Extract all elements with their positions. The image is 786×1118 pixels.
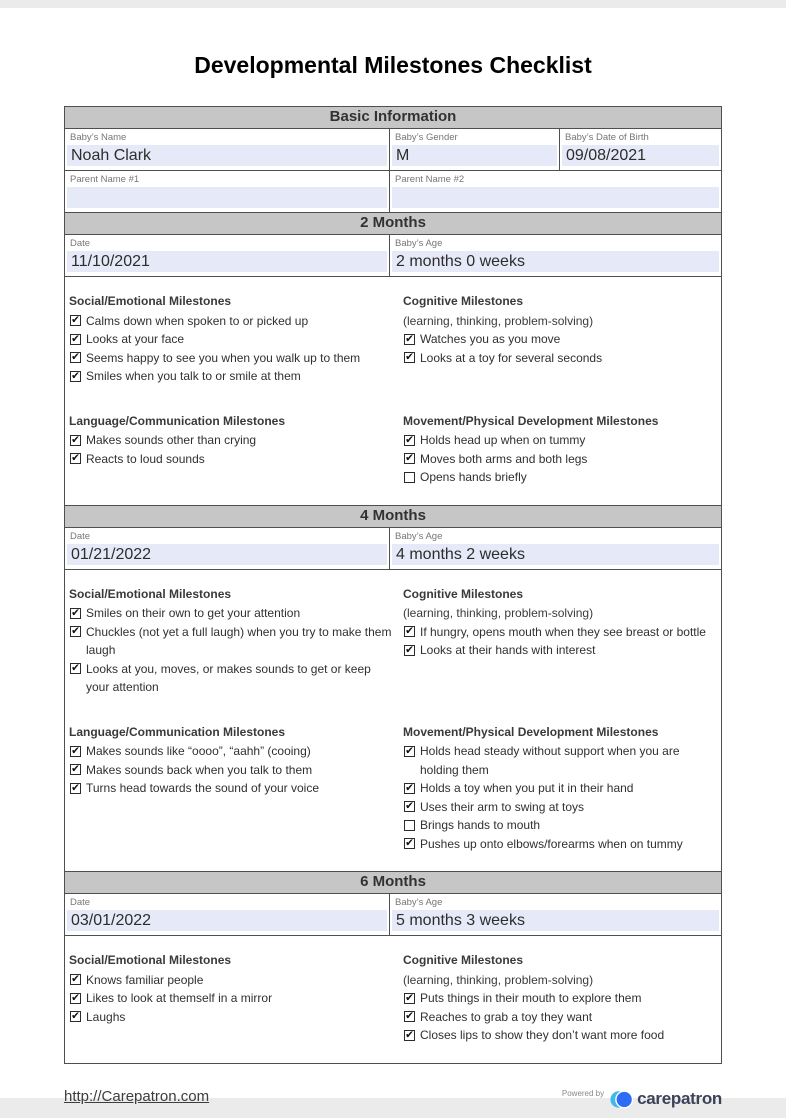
checkbox-checked-icon[interactable]: ✔ bbox=[71, 991, 80, 1004]
date-cell bbox=[65, 528, 390, 569]
baby-dob-input[interactable]: 09/08/2021 bbox=[562, 145, 719, 166]
milestone-label: Makes sounds back when you talk to them bbox=[86, 762, 313, 777]
milestone-label: If hungry, opens mouth when they see breast or bottle bbox=[420, 624, 706, 639]
milestone-group bbox=[401, 951, 717, 1045]
milestone-label: Chuckles (not yet a full laugh) when you try to make them laugh bbox=[86, 624, 392, 657]
checkbox-checked-icon[interactable]: ✔ bbox=[405, 643, 414, 656]
milestone-item bbox=[403, 742, 713, 779]
milestone-label: Calms down when spoken to or picked up bbox=[86, 313, 309, 328]
carepatron-logo-icon bbox=[610, 1088, 633, 1111]
checkbox-checked-icon[interactable]: ✔ bbox=[405, 1010, 414, 1022]
milestone-item bbox=[403, 989, 713, 1008]
milestone-item bbox=[69, 367, 397, 386]
carepatron-link[interactable]: http://Carepatron.com bbox=[64, 1087, 210, 1105]
parent1-label: Parent Name #1 bbox=[70, 174, 140, 185]
baby-age-cell bbox=[390, 528, 721, 569]
checkbox-checked-icon[interactable]: ✔ bbox=[405, 625, 414, 637]
checkbox-checked-icon[interactable]: ✔ bbox=[71, 369, 80, 382]
milestone-group bbox=[67, 292, 401, 386]
parent1-cell bbox=[65, 171, 390, 212]
basic-info-row-1 bbox=[65, 129, 721, 171]
checkbox-checked-icon[interactable]: ✔ bbox=[71, 973, 80, 985]
date-label: Date bbox=[70, 897, 91, 908]
date-input[interactable]: 11/10/2021 bbox=[67, 251, 387, 272]
milestone-group bbox=[67, 412, 401, 487]
group-subtitle: (learning, thinking, problem-solving) bbox=[403, 313, 594, 328]
milestones-grid-6-months bbox=[65, 936, 721, 1063]
milestone-item bbox=[69, 660, 397, 697]
milestone-label: Smiles when you talk to or smile at them bbox=[86, 369, 301, 383]
baby-age-label: Baby’s Age bbox=[395, 238, 443, 249]
milestone-item bbox=[69, 349, 397, 368]
milestone-label: Makes sounds like “oooo”, “aahh” (cooing) bbox=[86, 744, 311, 758]
milestone-label: Moves both arms and both legs bbox=[420, 451, 588, 466]
milestone-label: Pushes up onto elbows/forearms when on tummy bbox=[420, 836, 683, 851]
milestone-group bbox=[401, 723, 717, 854]
milestone-label: Turns head towards the sound of your voice bbox=[86, 781, 320, 795]
milestone-label: Opens hands briefly bbox=[420, 470, 527, 484]
checkbox-checked-icon[interactable]: ✔ bbox=[71, 332, 80, 345]
milestone-item bbox=[69, 330, 397, 349]
group-subtitle: (learning, thinking, problem-solving) bbox=[403, 606, 594, 620]
checkbox-checked-icon[interactable]: ✔ bbox=[71, 452, 80, 464]
group-title: Social/Emotional Milestones bbox=[69, 586, 232, 601]
milestone-item bbox=[69, 742, 397, 761]
checkbox-checked-icon[interactable]: ✔ bbox=[71, 625, 80, 637]
milestone-label: Reaches to grab a toy they want bbox=[420, 1009, 593, 1024]
group-title: Movement/Physical Development Milestones bbox=[403, 724, 659, 739]
milestone-item bbox=[403, 835, 713, 854]
group-title: Cognitive Milestones bbox=[403, 953, 524, 967]
group-subtitle: (learning, thinking, problem-solving) bbox=[403, 972, 594, 987]
milestone-group bbox=[67, 723, 401, 854]
date-cell bbox=[65, 235, 390, 276]
checkbox-checked-icon[interactable]: ✔ bbox=[405, 744, 414, 757]
milestones-grid-4-months bbox=[65, 570, 721, 873]
milestone-item bbox=[69, 604, 397, 623]
milestone-group bbox=[401, 292, 717, 386]
milestone-label: Looks at their hands with interest bbox=[420, 643, 596, 657]
milestone-item bbox=[403, 1008, 713, 1027]
milestones-form bbox=[64, 106, 722, 1064]
milestone-label: Uses their arm to swing at toys bbox=[420, 799, 585, 814]
checkbox-checked-icon[interactable]: ✔ bbox=[71, 433, 80, 446]
milestone-label: Closes lips to show they don’t want more food bbox=[420, 1028, 665, 1042]
baby-gender-cell bbox=[390, 129, 560, 170]
parent1-input[interactable] bbox=[67, 187, 387, 208]
milestone-label: Looks at you, moves, or makes sounds to get or keep your attention bbox=[86, 661, 371, 694]
milestone-item bbox=[403, 779, 713, 798]
group-title: Language/Communication Milestones bbox=[69, 413, 286, 428]
milestone-item bbox=[69, 761, 397, 780]
baby-age-input[interactable]: 5 months 3 weeks bbox=[392, 910, 719, 931]
checkbox-checked-icon[interactable]: ✔ bbox=[71, 351, 80, 363]
milestone-label: Holds a toy when you put it in their hand bbox=[420, 781, 634, 795]
parent2-input[interactable] bbox=[392, 187, 719, 208]
checkbox-checked-icon[interactable]: ✔ bbox=[405, 837, 414, 849]
milestone-label: Laughs bbox=[86, 1009, 126, 1024]
checkbox-checked-icon[interactable]: ✔ bbox=[405, 800, 414, 812]
milestone-item bbox=[69, 989, 397, 1008]
date-input[interactable]: 01/21/2022 bbox=[67, 544, 387, 565]
checkbox-checked-icon[interactable]: ✔ bbox=[405, 351, 414, 363]
baby-age-label: Baby’s Age bbox=[395, 530, 443, 542]
checkbox-checked-icon[interactable]: ✔ bbox=[71, 606, 80, 619]
section-header-6-months: 6 Months bbox=[65, 872, 721, 894]
baby-name-cell bbox=[65, 129, 390, 170]
date-row-4-months bbox=[65, 528, 721, 570]
milestone-label: Knows familiar people bbox=[86, 972, 204, 987]
checkbox-checked-icon[interactable]: ✔ bbox=[405, 332, 414, 345]
group-title: Movement/Physical Development Milestones bbox=[403, 413, 659, 428]
baby-age-cell bbox=[390, 894, 721, 935]
section-header-2-months: 2 Months bbox=[65, 213, 721, 235]
milestone-item bbox=[69, 450, 397, 469]
milestone-label: Likes to look at themself in a mirror bbox=[86, 991, 273, 1005]
group-title: Language/Communication Milestones bbox=[69, 724, 286, 739]
milestone-item bbox=[403, 468, 713, 487]
parent2-cell bbox=[390, 171, 721, 212]
checkbox-unchecked-icon[interactable] bbox=[404, 472, 415, 483]
checkbox-checked-icon[interactable]: ✔ bbox=[405, 452, 414, 464]
milestone-item bbox=[403, 349, 713, 368]
checkbox-checked-icon[interactable]: ✔ bbox=[405, 433, 414, 446]
milestone-label: Holds head up when on tummy bbox=[420, 433, 586, 447]
baby-age-input[interactable]: 4 months 2 weeks bbox=[392, 544, 719, 565]
milestone-label: Looks at your face bbox=[86, 332, 185, 346]
milestones-grid-2-months bbox=[65, 277, 721, 506]
page-title: Developmental Milestones Checklist bbox=[194, 52, 592, 78]
date-label: Date bbox=[70, 530, 91, 542]
milestone-item bbox=[403, 431, 713, 450]
group-title: Social/Emotional Milestones bbox=[69, 953, 232, 967]
milestone-label: Brings hands to mouth bbox=[420, 818, 541, 832]
checkbox-checked-icon[interactable]: ✔ bbox=[71, 1010, 80, 1022]
checkbox-unchecked-icon[interactable] bbox=[404, 820, 415, 831]
milestone-label: Smiles on their own to get your attention bbox=[86, 606, 301, 620]
checkbox-checked-icon[interactable]: ✔ bbox=[71, 314, 80, 326]
milestone-item bbox=[403, 623, 713, 642]
date-row-2-months bbox=[65, 235, 721, 277]
baby-age-cell bbox=[390, 235, 721, 276]
document-page bbox=[0, 8, 786, 1108]
baby-name-input[interactable]: Noah Clark bbox=[67, 145, 387, 166]
baby-name-label: Baby’s Name bbox=[70, 132, 127, 143]
date-label: Date bbox=[70, 238, 91, 249]
basic-info-row-2 bbox=[65, 171, 721, 213]
milestone-item bbox=[403, 641, 713, 660]
milestone-item bbox=[403, 798, 713, 817]
milestone-label: Watches you as you move bbox=[420, 332, 561, 346]
carepatron-wordmark: carepatron bbox=[637, 1089, 722, 1108]
basic-info-header: Basic Information bbox=[65, 107, 721, 129]
baby-age-label: Baby’s Age bbox=[395, 897, 443, 908]
group-title: Cognitive Milestones bbox=[403, 586, 524, 601]
milestone-group bbox=[67, 951, 401, 1045]
milestone-item bbox=[69, 623, 397, 660]
group-title: Social/Emotional Milestones bbox=[69, 294, 232, 308]
section-header-4-months: 4 Months bbox=[65, 506, 721, 528]
brand-area bbox=[562, 1088, 722, 1111]
checkbox-checked-icon[interactable]: ✔ bbox=[71, 662, 80, 674]
milestone-group bbox=[401, 412, 717, 487]
milestone-item bbox=[69, 312, 397, 331]
checkbox-checked-icon[interactable]: ✔ bbox=[71, 781, 80, 794]
checkbox-checked-icon[interactable]: ✔ bbox=[405, 991, 414, 1004]
milestone-label: Reacts to loud sounds bbox=[86, 451, 205, 466]
milestone-label: Holds head steady without support when you are holding them bbox=[420, 744, 680, 777]
milestone-item bbox=[403, 1026, 713, 1045]
page-margin-top bbox=[0, 0, 786, 8]
checkbox-checked-icon[interactable]: ✔ bbox=[405, 781, 414, 794]
milestone-item bbox=[69, 1008, 397, 1027]
powered-by-label: Powered by bbox=[561, 1088, 605, 1098]
baby-dob-cell bbox=[560, 129, 721, 170]
milestone-label: Looks at a toy for several seconds bbox=[420, 350, 603, 365]
milestone-group bbox=[401, 585, 717, 697]
checkbox-checked-icon[interactable]: ✔ bbox=[405, 1028, 414, 1041]
milestone-item bbox=[403, 816, 713, 835]
checkbox-checked-icon[interactable]: ✔ bbox=[71, 744, 80, 757]
milestone-label: Seems happy to see you when you walk up to them bbox=[86, 350, 361, 365]
milestone-label: Puts things in their mouth to explore them bbox=[420, 991, 642, 1005]
milestone-group bbox=[67, 585, 401, 697]
milestone-item bbox=[69, 431, 397, 450]
baby-age-input[interactable]: 2 months 0 weeks bbox=[392, 251, 719, 272]
baby-dob-label: Baby’s Date of Birth bbox=[565, 132, 649, 143]
parent2-label: Parent Name #2 bbox=[395, 174, 465, 185]
milestone-item bbox=[69, 779, 397, 798]
milestone-item bbox=[69, 971, 397, 990]
baby-gender-label: Baby’s Gender bbox=[395, 132, 458, 143]
milestone-item bbox=[403, 330, 713, 349]
milestone-item bbox=[403, 450, 713, 469]
milestone-label: Makes sounds other than crying bbox=[86, 433, 257, 447]
group-title: Cognitive Milestones bbox=[403, 294, 524, 308]
checkbox-checked-icon[interactable]: ✔ bbox=[71, 763, 80, 775]
date-row-6-months bbox=[65, 894, 721, 936]
baby-gender-input[interactable]: M bbox=[392, 145, 557, 166]
date-cell bbox=[65, 894, 390, 935]
date-input[interactable]: 03/01/2022 bbox=[67, 910, 387, 931]
